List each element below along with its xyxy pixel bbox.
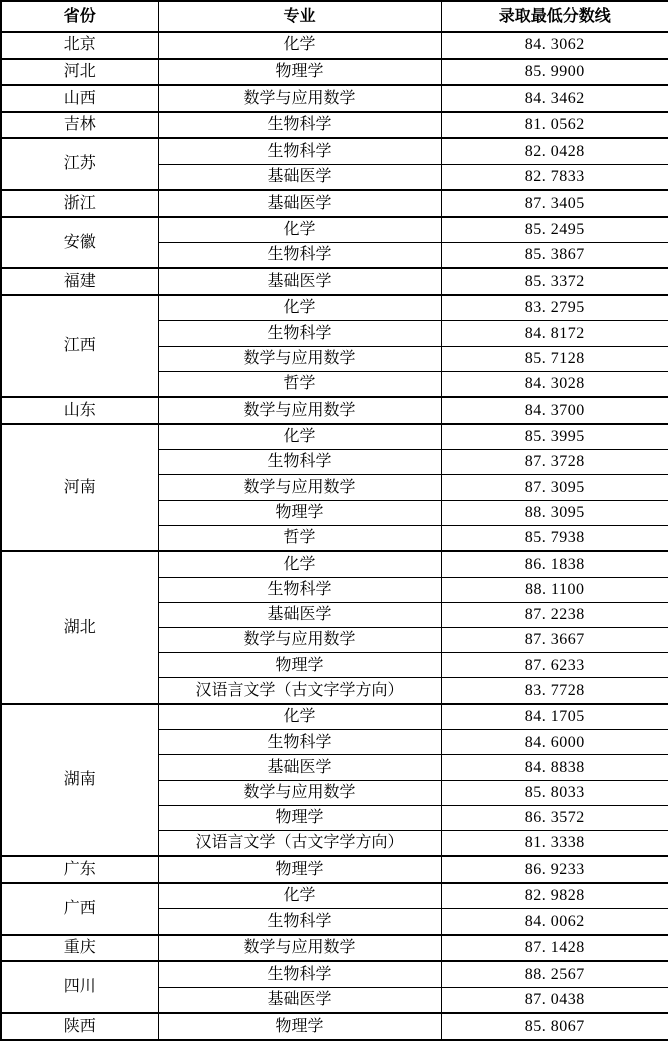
- col-header-score: 录取最低分数线: [441, 1, 668, 32]
- table-row: [1, 112, 668, 139]
- major-cell: 基础医学: [158, 268, 441, 295]
- table-row: [1, 1013, 668, 1040]
- score-cell: 87. 3405: [441, 190, 668, 217]
- table-row: [1, 883, 668, 909]
- province-cell: 福建: [1, 268, 158, 295]
- score-cell: 84. 6000: [441, 730, 668, 755]
- score-cell: 84. 0062: [441, 909, 668, 935]
- score-cell: 87. 2238: [441, 602, 668, 627]
- province-cell: 四川: [1, 961, 158, 1013]
- table-body: [1, 32, 668, 1040]
- score-cell: 85. 7128: [441, 346, 668, 371]
- major-cell: 数学与应用数学: [158, 346, 441, 371]
- score-cell: 83. 7728: [441, 678, 668, 704]
- score-cell: 87. 3667: [441, 627, 668, 652]
- table-row: [1, 856, 668, 883]
- major-cell: 数学与应用数学: [158, 85, 441, 112]
- major-cell: 生物科学: [158, 730, 441, 755]
- major-cell: 数学与应用数学: [158, 627, 441, 652]
- major-cell: 化学: [158, 32, 441, 59]
- score-cell: 87. 1428: [441, 935, 668, 962]
- major-cell: 数学与应用数学: [158, 780, 441, 805]
- score-cell: 84. 8838: [441, 755, 668, 780]
- score-cell: 85. 7938: [441, 525, 668, 551]
- score-cell: 82. 9828: [441, 883, 668, 909]
- score-cell: 83. 2795: [441, 295, 668, 321]
- score-cell: 86. 3572: [441, 805, 668, 830]
- major-cell: 化学: [158, 217, 441, 243]
- score-cell: 82. 0428: [441, 138, 668, 164]
- score-cell: 87. 3095: [441, 475, 668, 500]
- major-cell: 化学: [158, 424, 441, 450]
- score-cell: 81. 0562: [441, 112, 668, 139]
- score-cell: 88. 1100: [441, 577, 668, 602]
- major-cell: 物理学: [158, 653, 441, 678]
- major-cell: 物理学: [158, 59, 441, 86]
- col-header-province: 省份: [1, 1, 158, 32]
- table-row: [1, 85, 668, 112]
- col-header-major: 专业: [158, 1, 441, 32]
- major-cell: 生物科学: [158, 138, 441, 164]
- score-cell: 84. 3462: [441, 85, 668, 112]
- table-row: [1, 295, 668, 321]
- major-cell: 哲学: [158, 525, 441, 551]
- score-cell: 86. 9233: [441, 856, 668, 883]
- major-cell: 物理学: [158, 856, 441, 883]
- table-row: [1, 935, 668, 962]
- major-cell: 汉语言文学（古文字学方向）: [158, 831, 441, 857]
- table-row: [1, 551, 668, 577]
- score-cell: 85. 3372: [441, 268, 668, 295]
- major-cell: 生物科学: [158, 242, 441, 268]
- major-cell: 生物科学: [158, 577, 441, 602]
- province-cell: 吉林: [1, 112, 158, 139]
- major-cell: 基础医学: [158, 987, 441, 1013]
- province-cell: 河南: [1, 424, 158, 551]
- table-row: [1, 961, 668, 987]
- province-cell: 浙江: [1, 190, 158, 217]
- score-cell: 88. 2567: [441, 961, 668, 987]
- province-cell: 广东: [1, 856, 158, 883]
- score-cell: 84. 8172: [441, 321, 668, 346]
- major-cell: 生物科学: [158, 450, 441, 475]
- table-row: [1, 268, 668, 295]
- table-row: [1, 59, 668, 86]
- major-cell: 化学: [158, 551, 441, 577]
- major-cell: 汉语言文学（古文字学方向）: [158, 678, 441, 704]
- province-cell: 安徽: [1, 217, 158, 269]
- major-cell: 生物科学: [158, 112, 441, 139]
- header-row: [1, 1, 668, 32]
- province-cell: 江西: [1, 295, 158, 397]
- major-cell: 化学: [158, 883, 441, 909]
- table-row: [1, 190, 668, 217]
- score-cell: 85. 9900: [441, 59, 668, 86]
- major-cell: 基础医学: [158, 755, 441, 780]
- major-cell: 基础医学: [158, 164, 441, 190]
- table-row: [1, 704, 668, 730]
- province-cell: 陕西: [1, 1013, 158, 1040]
- table-row: [1, 32, 668, 59]
- province-cell: 湖南: [1, 704, 158, 857]
- province-cell: 江苏: [1, 138, 158, 190]
- score-cell: 85. 8067: [441, 1013, 668, 1040]
- province-cell: 广西: [1, 883, 158, 935]
- table-row: [1, 138, 668, 164]
- major-cell: 化学: [158, 704, 441, 730]
- major-cell: 生物科学: [158, 909, 441, 935]
- score-cell: 85. 3867: [441, 242, 668, 268]
- score-cell: 84. 3028: [441, 371, 668, 397]
- table-header: [1, 1, 668, 32]
- score-cell: 82. 7833: [441, 164, 668, 190]
- score-cell: 85. 8033: [441, 780, 668, 805]
- major-cell: 哲学: [158, 371, 441, 397]
- major-cell: 基础医学: [158, 190, 441, 217]
- score-cell: 84. 3700: [441, 397, 668, 424]
- score-cell: 86. 1838: [441, 551, 668, 577]
- score-cell: 87. 3728: [441, 450, 668, 475]
- major-cell: 物理学: [158, 805, 441, 830]
- score-cell: 87. 6233: [441, 653, 668, 678]
- major-cell: 基础医学: [158, 602, 441, 627]
- score-cell: 84. 1705: [441, 704, 668, 730]
- score-cell: 88. 3095: [441, 500, 668, 525]
- province-cell: 北京: [1, 32, 158, 59]
- score-cell: 87. 0438: [441, 987, 668, 1013]
- major-cell: 数学与应用数学: [158, 397, 441, 424]
- table-row: [1, 424, 668, 450]
- table-row: [1, 397, 668, 424]
- major-cell: 化学: [158, 295, 441, 321]
- score-cell: 85. 3995: [441, 424, 668, 450]
- table-row: [1, 217, 668, 243]
- major-cell: 生物科学: [158, 321, 441, 346]
- province-cell: 山西: [1, 85, 158, 112]
- major-cell: 物理学: [158, 500, 441, 525]
- score-cell: 81. 3338: [441, 831, 668, 857]
- major-cell: 物理学: [158, 1013, 441, 1040]
- major-cell: 生物科学: [158, 961, 441, 987]
- province-cell: 河北: [1, 59, 158, 86]
- province-cell: 重庆: [1, 935, 158, 962]
- province-cell: 山东: [1, 397, 158, 424]
- score-cell: 84. 3062: [441, 32, 668, 59]
- province-cell: 湖北: [1, 551, 158, 704]
- major-cell: 数学与应用数学: [158, 935, 441, 962]
- major-cell: 数学与应用数学: [158, 475, 441, 500]
- score-cell: 85. 2495: [441, 217, 668, 243]
